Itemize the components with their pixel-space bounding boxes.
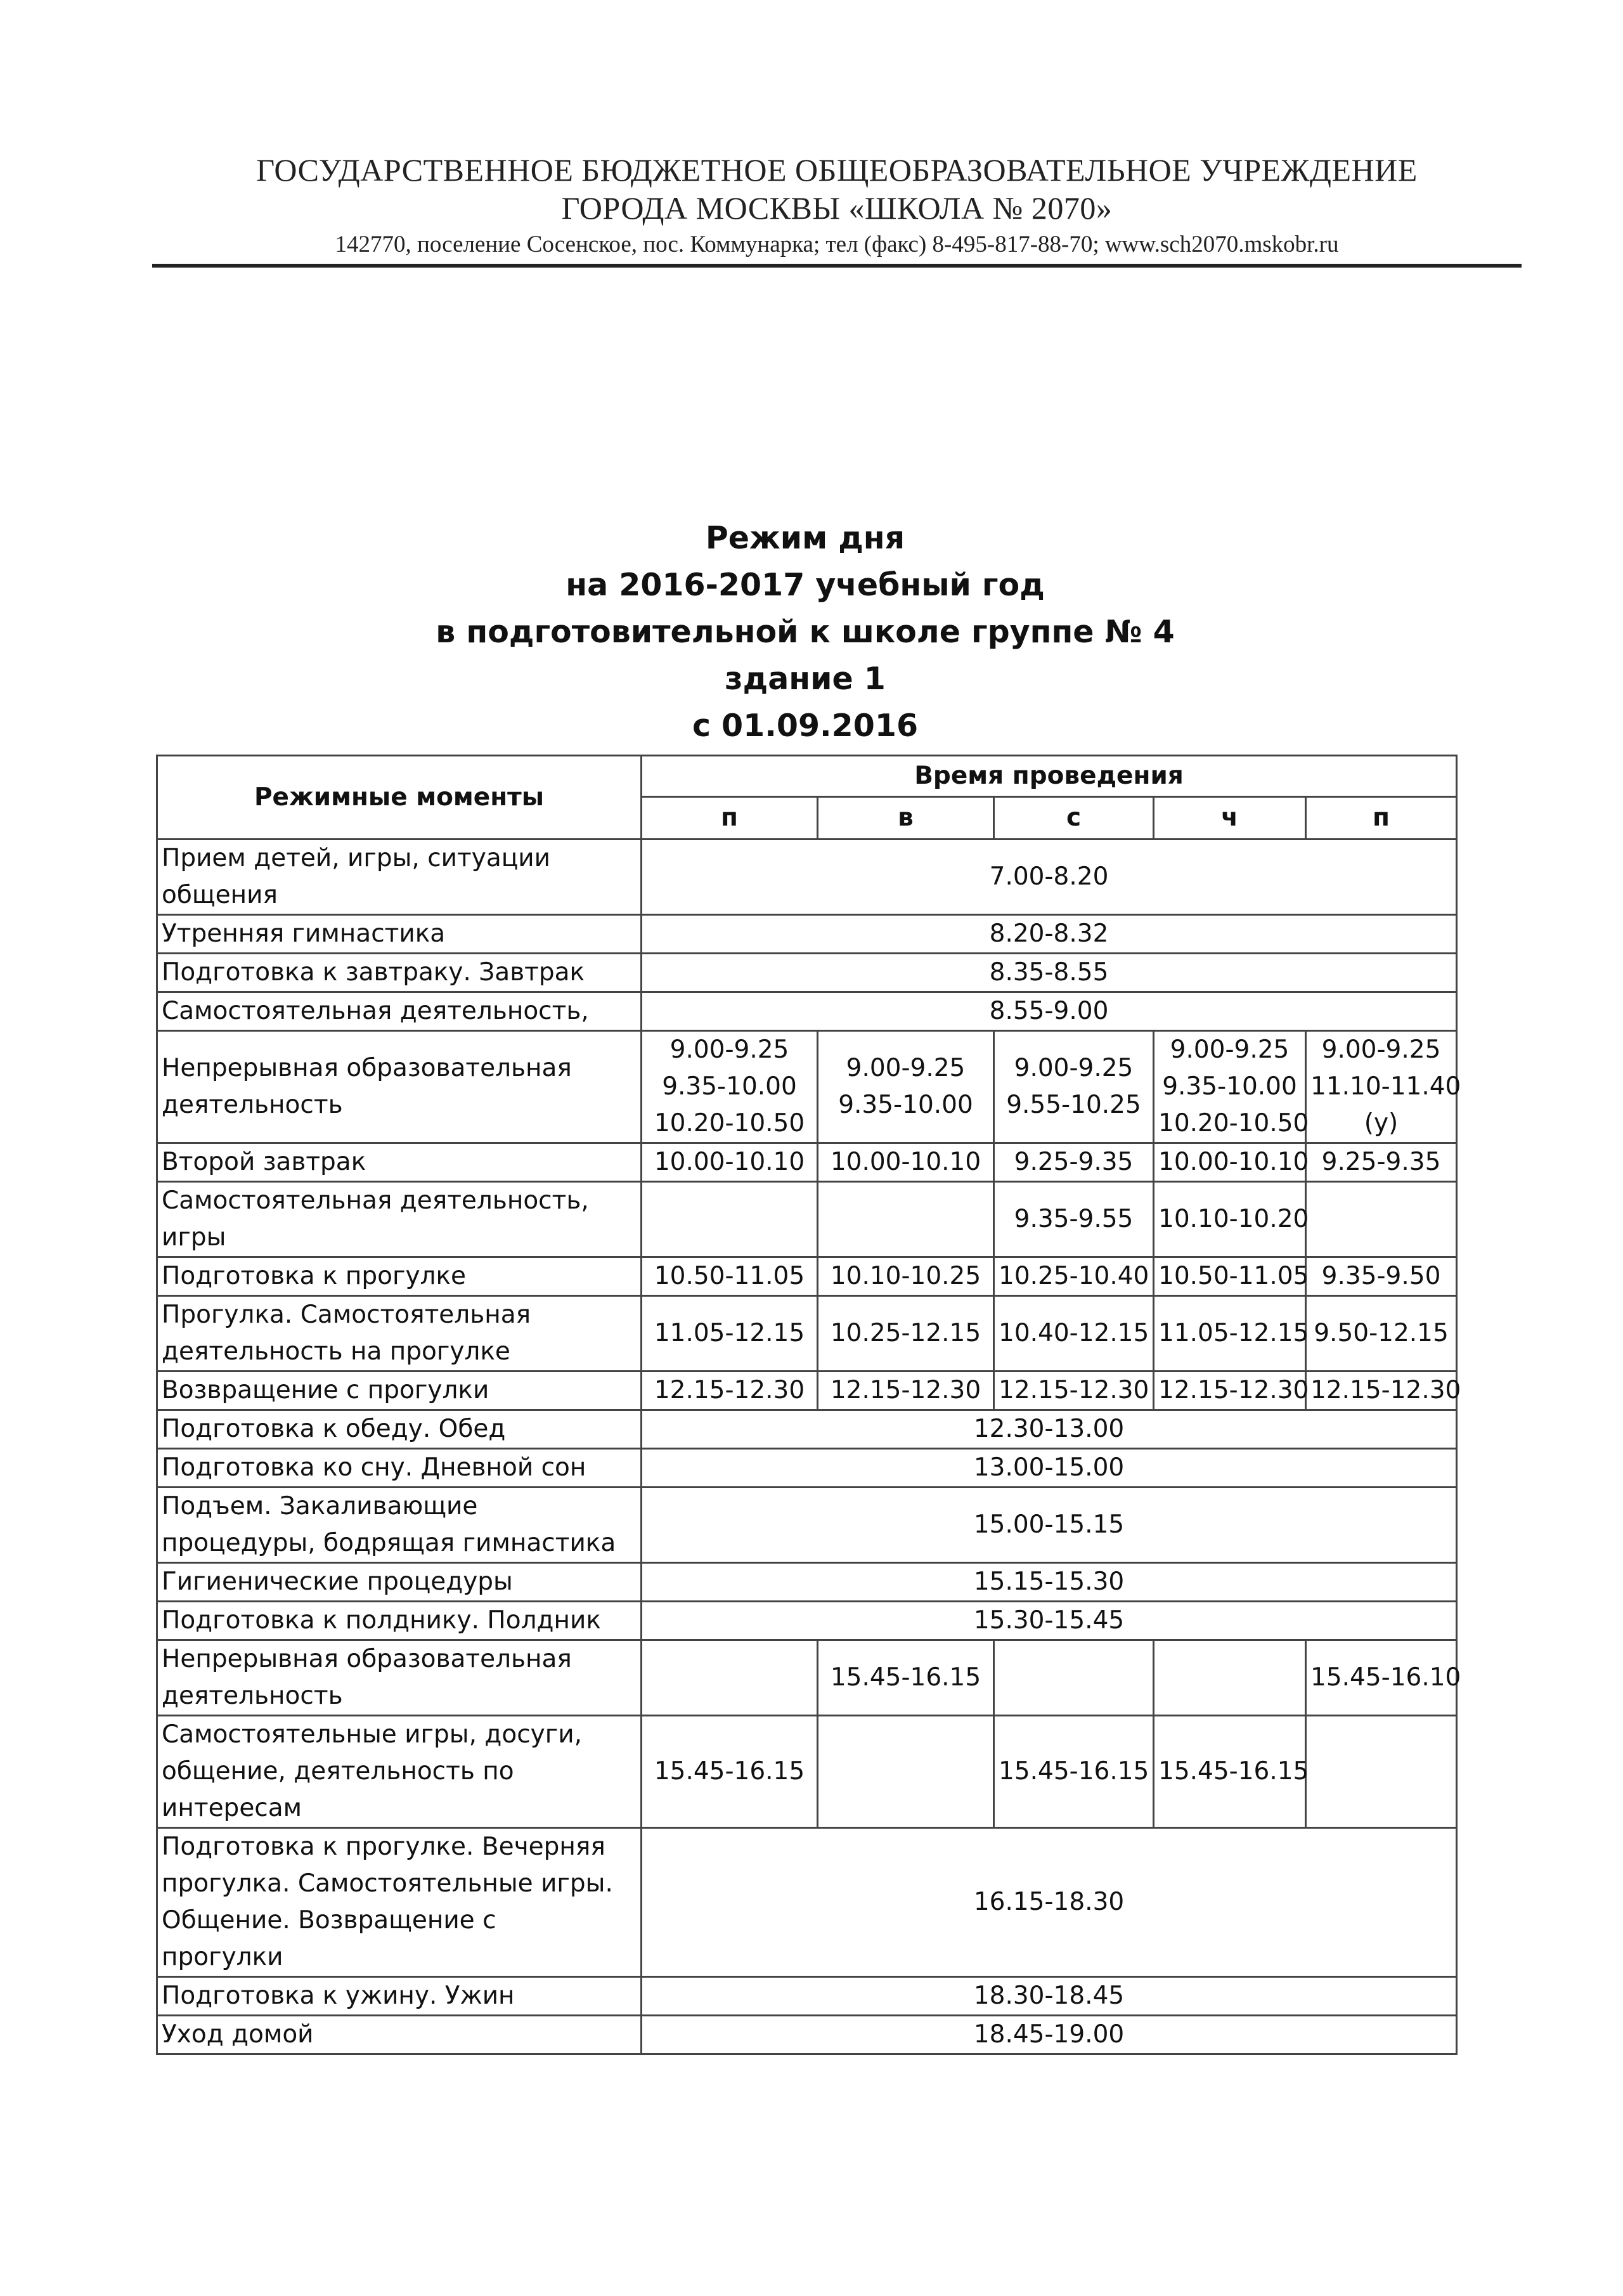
time-cell [818, 1257, 994, 1296]
time-text: 12.15-12.30 [654, 1376, 805, 1404]
letterhead [152, 151, 1522, 261]
time-cell [1306, 1640, 1461, 1716]
time-text: 10.00-10.10 [1158, 1148, 1309, 1176]
moment-cell [157, 1410, 642, 1449]
moment-cell [157, 1182, 642, 1257]
time-cell [818, 1372, 994, 1410]
time-cell-all-days: 12.30-13.00 [642, 1410, 1457, 1449]
time-cell [1306, 1716, 1457, 1828]
title-line-1: Режим дня [705, 520, 905, 556]
time-cell [994, 1716, 1154, 1828]
table-row [157, 1977, 1457, 2016]
time-text: 9.00-9.25 [1170, 1035, 1290, 1064]
moment-text: деятельность [162, 1091, 343, 1119]
moment-text: Подготовка к ужину. Ужин [162, 1981, 515, 2010]
time-cell [1154, 1143, 1309, 1182]
time-cell [1306, 1143, 1457, 1182]
time-text: 10.40-12.15 [999, 1319, 1149, 1347]
time-cell [642, 1257, 818, 1296]
title-line-5: с 01.09.2016 [692, 708, 919, 744]
moment-text: Утренняя гимнастика [162, 919, 446, 948]
time-text: 11.05-12.15 [654, 1319, 805, 1347]
time-cell [642, 1143, 818, 1182]
time-cell [1154, 1640, 1306, 1716]
time-cell [1154, 1257, 1309, 1296]
time-text: (у) [1364, 1109, 1399, 1138]
time-text: 9.35-10.00 [662, 1072, 797, 1101]
moment-text: Подготовка к обеду. Обед [162, 1415, 506, 1443]
time-cell [994, 1031, 1154, 1143]
time-text: 9.00-9.25 [669, 1035, 789, 1064]
time-text: 10.25-12.15 [830, 1319, 981, 1347]
moment-cell [157, 1257, 642, 1296]
moment-text: процедуры, бодрящая гимнастика [162, 1529, 616, 1557]
time-cell [818, 1296, 994, 1372]
moment-cell [157, 1563, 642, 1602]
time-cell [642, 1031, 818, 1143]
time-text: 10.25-10.40 [999, 1262, 1149, 1290]
moment-text: Возвращение с прогулки [162, 1376, 489, 1404]
table-row [157, 1449, 1457, 1488]
time-text: 9.25-9.35 [1014, 1148, 1134, 1176]
moment-text: Подготовка к прогулке [162, 1262, 467, 1290]
time-cell [818, 1182, 994, 1257]
time-text: 15.45-16.15 [830, 1663, 981, 1692]
schedule-table [156, 755, 1461, 2055]
header-moments: Режимные моменты [157, 756, 642, 840]
time-text: 15.45-16.10 [1310, 1663, 1461, 1692]
moment-cell [157, 1372, 642, 1410]
title-line-3: в подготовительной к школе группе № 4 [436, 614, 1175, 650]
table-row [157, 915, 1457, 954]
moment-text: прогулки [162, 1943, 283, 1971]
time-cell-all-days: 15.00-15.15 [642, 1488, 1457, 1563]
moment-text: Общение. Возвращение с [162, 1906, 496, 1935]
time-cell [994, 1257, 1154, 1296]
time-cell [994, 1296, 1154, 1372]
moment-cell [157, 1143, 642, 1182]
moment-cell [157, 1602, 642, 1640]
table-row [157, 1640, 1457, 1716]
title-line-4: здание 1 [725, 661, 886, 697]
time-cell-all-days: 13.00-15.00 [642, 1449, 1457, 1488]
moment-cell [157, 1296, 642, 1372]
moment-cell [157, 1488, 642, 1563]
table-row [157, 1296, 1457, 1372]
time-text: 10.00-10.10 [830, 1148, 981, 1176]
moment-cell [157, 992, 642, 1031]
moment-text: Подготовка к завтраку. Завтрак [162, 958, 585, 987]
time-text: 15.45-16.15 [999, 1757, 1149, 1786]
time-text: 10.00-10.10 [654, 1148, 805, 1176]
time-cell-all-days: 8.55-9.00 [642, 992, 1457, 1031]
time-text: 10.10-10.20 [1158, 1205, 1309, 1233]
time-text: 9.35-9.55 [1014, 1205, 1134, 1233]
time-text: 9.35-10.00 [1162, 1072, 1297, 1101]
header-day-fri: п [1306, 797, 1457, 840]
time-cell [1154, 1182, 1309, 1257]
time-text: 10.20-10.50 [1158, 1109, 1309, 1138]
moment-text: Прогулка. Самостоятельная [162, 1300, 531, 1329]
table-row [157, 992, 1457, 1031]
moment-text: Непрерывная образовательная [162, 1054, 572, 1082]
table-row [157, 1182, 1457, 1257]
time-text: 9.35-10.00 [838, 1091, 973, 1119]
time-text: 9.00-9.25 [846, 1054, 966, 1082]
table-row [157, 1410, 1457, 1449]
moment-cell [157, 1640, 642, 1716]
time-cell [818, 1031, 994, 1143]
time-cell [994, 1372, 1154, 1410]
table-row [157, 840, 1457, 915]
header-day-mon: п [642, 797, 818, 840]
time-text: 9.50-12.15 [1314, 1319, 1449, 1347]
moment-text: Непрерывная образовательная [162, 1645, 572, 1673]
moment-text: Прием детей, игры, ситуации [162, 844, 550, 872]
time-text: 12.15-12.30 [1158, 1376, 1309, 1404]
moment-text: общения [162, 881, 278, 909]
time-cell [642, 1296, 818, 1372]
header-row [157, 756, 1457, 797]
time-cell-all-days: 15.15-15.30 [642, 1563, 1457, 1602]
moment-cell [157, 1449, 642, 1488]
institution-name: ГОСУДАРСТВЕННОЕ БЮДЖЕТНОЕ ОБЩЕОБРАЗОВАТЕЛЬНОЕ УЧРЕЖДЕНИЕ [256, 152, 1418, 188]
moment-text: интересам [162, 1794, 302, 1822]
time-text: 9.35-9.50 [1321, 1262, 1441, 1290]
time-cell [642, 1372, 818, 1410]
time-text: 12.15-12.30 [1310, 1376, 1461, 1404]
time-cell-all-days: 15.30-15.45 [642, 1602, 1457, 1640]
document-title [152, 515, 1458, 749]
table-row [157, 2016, 1457, 2054]
moment-text: Подъем. Закаливающие [162, 1492, 478, 1521]
time-cell [642, 1182, 818, 1257]
moment-text: Подготовка к прогулке. Вечерняя [162, 1832, 605, 1861]
time-cell-all-days: 7.00-8.20 [642, 840, 1457, 915]
table-row [157, 1143, 1457, 1182]
moment-text: Самостоятельная деятельность, [162, 997, 589, 1025]
moment-text: прогулка. Самостоятельные игры. [162, 1869, 613, 1898]
institution-contacts: 142770, поселение Сосенское, пос. Коммунарка; тел (факс) 8-495-817-88-70; www.sch2070.mskobr.ru [335, 231, 1339, 257]
time-cell [1306, 1296, 1457, 1372]
moment-cell [157, 954, 642, 992]
time-text: 9.00-9.25 [1014, 1054, 1134, 1082]
time-cell [1306, 1031, 1461, 1143]
moment-text: Подготовка ко сну. Дневной сон [162, 1453, 586, 1482]
moment-cell [157, 1716, 642, 1828]
time-text: 9.55-10.25 [1006, 1091, 1141, 1119]
table-row [157, 1828, 1457, 1977]
time-cell [1154, 1372, 1309, 1410]
time-cell [818, 1716, 994, 1828]
moment-text: игры [162, 1223, 226, 1252]
time-cell [994, 1640, 1154, 1716]
header-day-thu: ч [1154, 797, 1306, 840]
moment-text: деятельность на прогулке [162, 1337, 510, 1366]
moment-cell [157, 1031, 642, 1143]
moment-cell [157, 840, 642, 915]
time-cell [1154, 1716, 1309, 1828]
time-text: 10.50-11.05 [654, 1262, 805, 1290]
moment-text: Подготовка к полднику. Полдник [162, 1606, 601, 1635]
time-cell-all-days: 8.20-8.32 [642, 915, 1457, 954]
time-cell [642, 1640, 818, 1716]
time-cell [1306, 1372, 1461, 1410]
time-text: 15.45-16.15 [1158, 1757, 1309, 1786]
header-time: Время проведения [642, 756, 1457, 797]
letterhead-divider [152, 264, 1522, 268]
moment-text: общение, деятельность по [162, 1757, 514, 1786]
table-row [157, 1488, 1457, 1563]
time-text: 10.50-11.05 [1158, 1262, 1309, 1290]
time-text: 10.10-10.25 [830, 1262, 981, 1290]
time-text: 15.45-16.15 [654, 1757, 805, 1786]
time-cell-all-days: 8.35-8.55 [642, 954, 1457, 992]
moment-text: Самостоятельная деятельность, [162, 1186, 589, 1215]
header-day-tue: в [818, 797, 994, 840]
time-text: 12.15-12.30 [999, 1376, 1149, 1404]
time-text: 12.15-12.30 [830, 1376, 981, 1404]
time-text: 10.20-10.50 [654, 1109, 805, 1138]
table-row [157, 954, 1457, 992]
table-row [157, 1716, 1457, 1828]
moment-cell [157, 2016, 642, 2054]
moment-text: Уход домой [162, 2020, 314, 2049]
moment-text: Самостоятельные игры, досуги, [162, 1720, 582, 1749]
time-cell [994, 1182, 1154, 1257]
time-cell [642, 1716, 818, 1828]
time-text: 11.05-12.15 [1158, 1319, 1309, 1347]
time-cell-all-days: 18.30-18.45 [642, 1977, 1457, 2016]
moment-text: Второй завтрак [162, 1148, 366, 1176]
time-cell [1306, 1182, 1457, 1257]
table-row [157, 1563, 1457, 1602]
table-row [157, 1372, 1457, 1410]
moment-cell [157, 1977, 642, 2016]
moment-cell [157, 915, 642, 954]
time-text: 9.25-9.35 [1321, 1148, 1441, 1176]
moment-text: деятельность [162, 1682, 343, 1710]
time-text: 11.10-11.40 [1310, 1072, 1461, 1101]
time-cell-all-days: 16.15-18.30 [642, 1828, 1457, 1977]
time-cell [1154, 1031, 1309, 1143]
moment-cell [157, 1828, 642, 1977]
time-cell [818, 1143, 994, 1182]
table-row [157, 1257, 1457, 1296]
time-cell-all-days: 18.45-19.00 [642, 2016, 1457, 2054]
time-cell [1306, 1257, 1457, 1296]
time-text: 9.00-9.25 [1321, 1035, 1441, 1064]
time-cell [994, 1143, 1154, 1182]
moment-text: Гигиенические процедуры [162, 1567, 513, 1596]
table-row [157, 1031, 1457, 1143]
title-line-2: на 2016-2017 учебный год [566, 567, 1045, 603]
institution-city: ГОРОДА МОСКВЫ «ШКОЛА № 2070» [561, 190, 1113, 226]
header-day-wed: с [994, 797, 1154, 840]
time-cell [1154, 1296, 1309, 1372]
table-row [157, 1602, 1457, 1640]
time-cell [818, 1640, 994, 1716]
